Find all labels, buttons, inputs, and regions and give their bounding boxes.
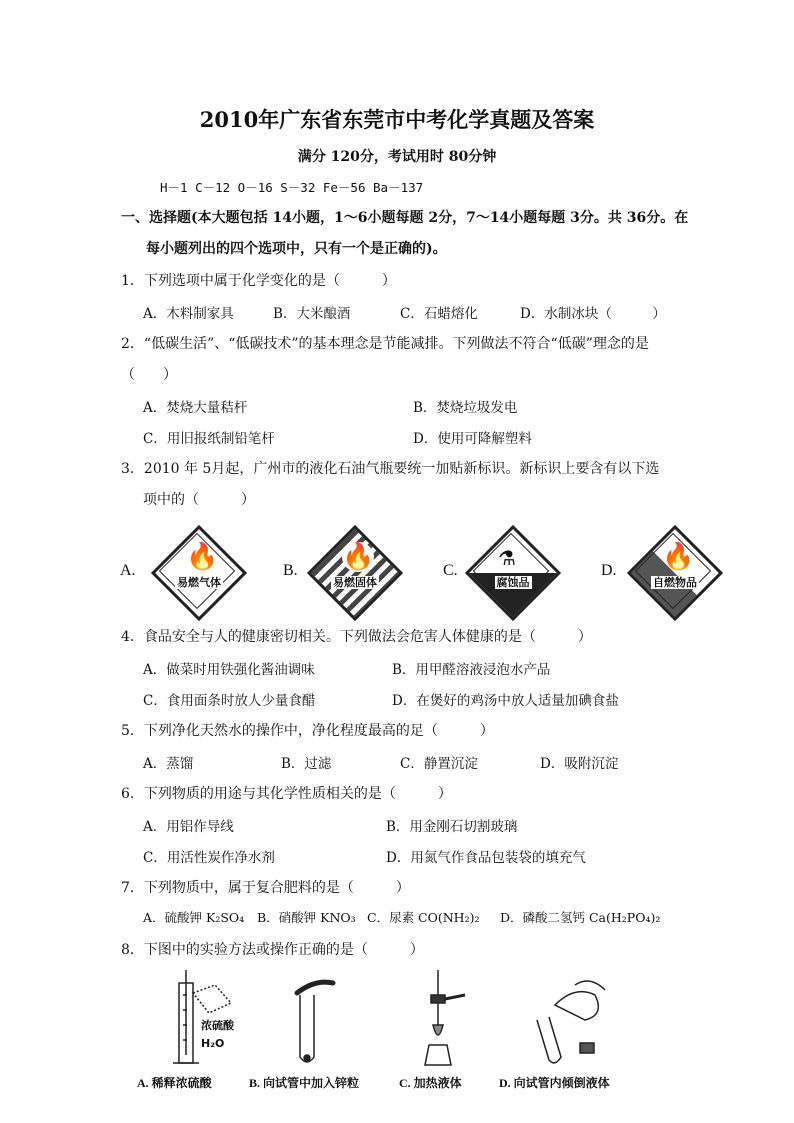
q5-option-d: D．吸附沉淀 xyxy=(540,756,619,772)
q4-option-a: A．做菜时用铁强化酱油调味 xyxy=(143,662,315,678)
flame-icon: 🔥 xyxy=(186,542,219,572)
q1-stem: 1．下列选项中属于化学变化的是（ ） xyxy=(121,273,396,289)
q5-option-c: C．静置沉淀 xyxy=(400,756,478,772)
q1-option-b: B．大米酿酒 xyxy=(273,306,351,322)
q4-option-d: D．在煲好的鸡汤中放人适量加碘食盐 xyxy=(392,693,619,709)
q8-stem: 8．下图中的实验方法或操作正确的是（ ） xyxy=(121,942,424,958)
q5-option-b: B．过滤 xyxy=(281,756,332,772)
atomic-masses: H－1 C－12 O－16 S－32 Fe－56 Ba－137 xyxy=(160,180,424,195)
sign-label: 腐蚀品 xyxy=(496,576,530,589)
flame-icon: 🔥 xyxy=(662,542,695,572)
q1-option-c: C．石蜡熔化 xyxy=(400,306,478,322)
sign-label: 自燃物品 xyxy=(653,576,697,589)
q6-stem: 6．下列物质的用途与其化学性质相关的是（ ） xyxy=(121,786,452,802)
q7-option-b: B．硝酸钾 KNO₃ xyxy=(257,910,356,925)
q6-option-a: A．用铝作导线 xyxy=(143,819,234,835)
sign-label: 易燃气体 xyxy=(177,576,221,589)
q4-option-c: C．食用面条时放人少量食醋 xyxy=(143,693,316,709)
flammable-gas-sign xyxy=(154,528,244,618)
q7-option-d: D．磷酸二氢钙 Ca(H₂PO₄)₂ xyxy=(500,910,661,925)
q8-caption-b: B. 向试管中加入锌粒 xyxy=(249,1076,360,1090)
q2-option-c: C．用旧报纸制铅笔杆 xyxy=(143,431,275,447)
corrosive-sign xyxy=(468,528,558,618)
corrosion-icon: ⚗ xyxy=(498,546,516,570)
water-label: H₂O xyxy=(201,1037,225,1050)
sign-label: 易燃固体 xyxy=(333,576,377,589)
q5-stem: 5．下列净化天然水的操作中，净化程度最高的足（ ） xyxy=(121,723,494,739)
q7-option-a: A．硫酸钾 K₂SO₄ xyxy=(143,910,245,925)
q3-stem-line1: 3．2010 年 5月起，广州市的液化石油气瓶要统一加贴新标识。新标识上要含有以下选 xyxy=(121,461,660,477)
q7-option-c: C．尿素 CO(NH₂)₂ xyxy=(367,910,480,925)
acid-label: 浓硫酸 xyxy=(201,1019,234,1032)
pour-liquid-illustration xyxy=(537,981,605,1063)
q8-caption-a: A. 稀释浓硫酸 xyxy=(137,1076,212,1090)
q3-sign-d-letter: D. xyxy=(601,562,617,579)
q6-option-c: C．用活性炭作净水剂 xyxy=(143,850,275,866)
q6-option-d: D．用氮气作食品包装袋的填充气 xyxy=(386,850,586,866)
q4-option-b: B．用甲醛溶液浸泡水产品 xyxy=(392,662,551,678)
exam-subtitle: 满分 120分，考试用时 80分钟 xyxy=(297,149,497,165)
page-title: 2010年广东省东莞市中考化学真题及答案 xyxy=(199,107,595,132)
q2-stem-line1: 2．“低碳生活”、“低碳技术”的基本理念是节能减排。下列做法不符合“低碳”理念的是 xyxy=(121,336,649,352)
test-tube-zinc-illustration xyxy=(297,982,333,1062)
q8-caption-c: C. 加热液体 xyxy=(399,1076,462,1090)
heating-liquid-illustration xyxy=(425,970,465,1065)
q3-stem-line2: 项中的（ ） xyxy=(143,492,255,508)
q8-caption-d: D. 向试管内倾倒液体 xyxy=(499,1076,610,1090)
q1-option-a: A．木料制家具 xyxy=(143,306,234,322)
q3-sign-b-letter: B. xyxy=(283,562,298,579)
q3-sign-c-letter: C. xyxy=(443,562,458,579)
q6-option-b: B．用金刚石切割玻璃 xyxy=(386,819,518,835)
q2-option-a: A．焚烧大量秸杆 xyxy=(143,400,248,416)
section-instructions-line2: 每小题列出的四个选项中，只有一个是正确的)。 xyxy=(146,241,447,257)
q4-stem: 4．食品安全与人的健康密切相关。下列做法会危害人体健康的是（ ） xyxy=(121,629,592,645)
spontaneous-combustion-sign xyxy=(630,528,720,618)
q2-option-d: D．使用可降解塑料 xyxy=(413,431,532,447)
q7-stem: 7．下列物质中，属于复合肥料的是（ ） xyxy=(121,880,410,896)
q5-option-a: A．蒸馏 xyxy=(143,756,194,772)
q3-sign-a-letter: A. xyxy=(120,562,136,579)
flame-icon: 🔥 xyxy=(342,542,375,572)
lab-operations-figure xyxy=(135,965,655,1075)
section-instructions-line1: 一、选择题(本大题包括 14小题，1～6小题每题 2分，7～14小题每题 3分。共 36分。在 xyxy=(121,210,689,226)
q2-stem-line2: （ ） xyxy=(121,367,177,383)
q1-option-d: D．水制冰块（ ） xyxy=(520,306,666,322)
q2-option-b: B．焚烧垃圾发电 xyxy=(413,400,518,416)
flammable-solid-sign xyxy=(310,528,400,618)
